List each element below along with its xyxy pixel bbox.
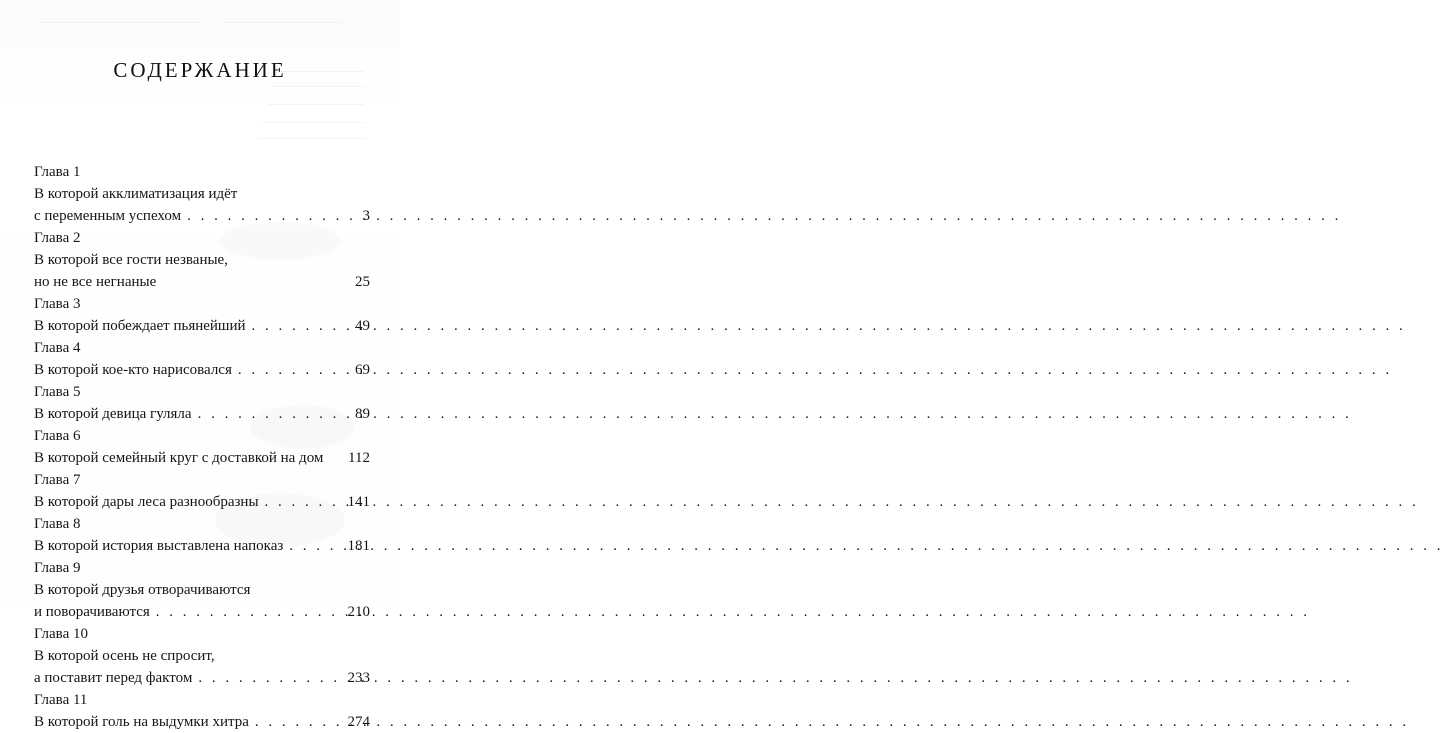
entry-title-text: В которой побеждает пьянейший (34, 318, 246, 334)
chapter-label: Глава 4 (34, 340, 81, 356)
toc-entry-1[interactable] (34, 161, 370, 227)
page-number: 141 (347, 494, 370, 510)
leader-dots (196, 403, 342, 425)
page-number: 112 (348, 450, 370, 466)
entry-title-line-with-page (34, 271, 370, 293)
page-number: 233 (347, 670, 370, 686)
entry-title-line-with-page (34, 601, 370, 623)
entry-title-text: В которой семейный круг с доставкой на дом (34, 450, 324, 466)
entry-title-line-with-page (34, 447, 370, 469)
page-number: 49 (355, 318, 370, 334)
entry-title-text: В которой друзья отворачиваются (34, 582, 251, 598)
toc-entry-3[interactable] (34, 293, 370, 337)
entry-title-text: В которой голь на выдумки хитра (34, 714, 249, 730)
chapter-label: Глава 10 (34, 626, 88, 642)
table-of-contents-title: СОДЕРЖАНИЕ (113, 58, 287, 82)
chapter-label: Глава 9 (34, 560, 81, 576)
toc-entry-5[interactable] (34, 381, 370, 425)
entry-title-line (34, 249, 370, 271)
leader-dots (253, 711, 340, 733)
chapter-label: Глава 11 (34, 692, 88, 708)
entry-title-text: В которой акклиматизация идёт (34, 186, 238, 202)
table-of-contents-list (34, 161, 370, 733)
entry-title-text: В которой девица гуляла (34, 406, 192, 422)
page-number: 69 (355, 362, 370, 378)
entry-title-line-with-page (34, 403, 370, 425)
entry-title-text: В которой кое-кто нарисовался (34, 362, 232, 378)
page-number: 210 (347, 604, 370, 620)
leader-dots (236, 359, 342, 381)
leader-dots (263, 491, 340, 513)
toc-entry-2[interactable] (34, 227, 370, 293)
page-number: 274 (347, 714, 370, 730)
entry-title-line-with-page (34, 205, 370, 227)
entry-title-text: но не все негнаные (34, 274, 157, 290)
chapter-label: Глава 2 (34, 230, 81, 246)
entry-title-text: и поворачиваются (34, 604, 150, 620)
entry-title-line-with-page (34, 535, 370, 557)
entry-title-line (34, 183, 370, 205)
entry-title-line-with-page (34, 667, 370, 689)
chapter-label: Глава 1 (34, 164, 81, 180)
leader-dots (154, 601, 340, 623)
toc-entry-10[interactable] (34, 623, 370, 689)
chapter-label: Глава 6 (34, 428, 81, 444)
page-number: 89 (355, 406, 370, 422)
entry-title-line (34, 645, 370, 667)
leader-dots (196, 667, 339, 689)
page-number: 25 (355, 274, 370, 290)
chapter-label: Глава 8 (34, 516, 81, 532)
entry-title-line-with-page (34, 491, 370, 513)
page-number: 181 (347, 538, 370, 554)
entry-title-text: В которой все гости незваные, (34, 252, 228, 268)
entry-title-line (34, 579, 370, 601)
chapter-label: Глава 3 (34, 296, 81, 312)
entry-title-text: с переменным успехом (34, 208, 182, 224)
book-page (0, 0, 400, 730)
leader-dots (250, 315, 342, 337)
chapter-label: Глава 7 (34, 472, 81, 488)
entry-title-line-with-page (34, 359, 370, 381)
toc-entry-7[interactable] (34, 469, 370, 513)
entry-title-line-with-page (34, 711, 370, 733)
entry-title-text: В которой история выставлена напоказ (34, 538, 284, 554)
entry-title-text: В которой осень не спросит, (34, 648, 215, 664)
toc-entry-9[interactable] (34, 557, 370, 623)
chapter-label: Глава 5 (34, 384, 81, 400)
entry-title-line-with-page (34, 315, 370, 337)
entry-title-text: а поставит перед фактом (34, 670, 193, 686)
leader-dots (287, 535, 339, 557)
toc-entry-6[interactable] (34, 425, 370, 469)
entry-title-text: В которой дары леса разнообразны (34, 494, 259, 510)
page-number: 3 (362, 208, 370, 224)
leader-dots (185, 205, 342, 227)
toc-entry-8[interactable] (34, 513, 370, 557)
toc-entry-4[interactable] (34, 337, 370, 381)
toc-entry-11[interactable] (34, 689, 370, 733)
